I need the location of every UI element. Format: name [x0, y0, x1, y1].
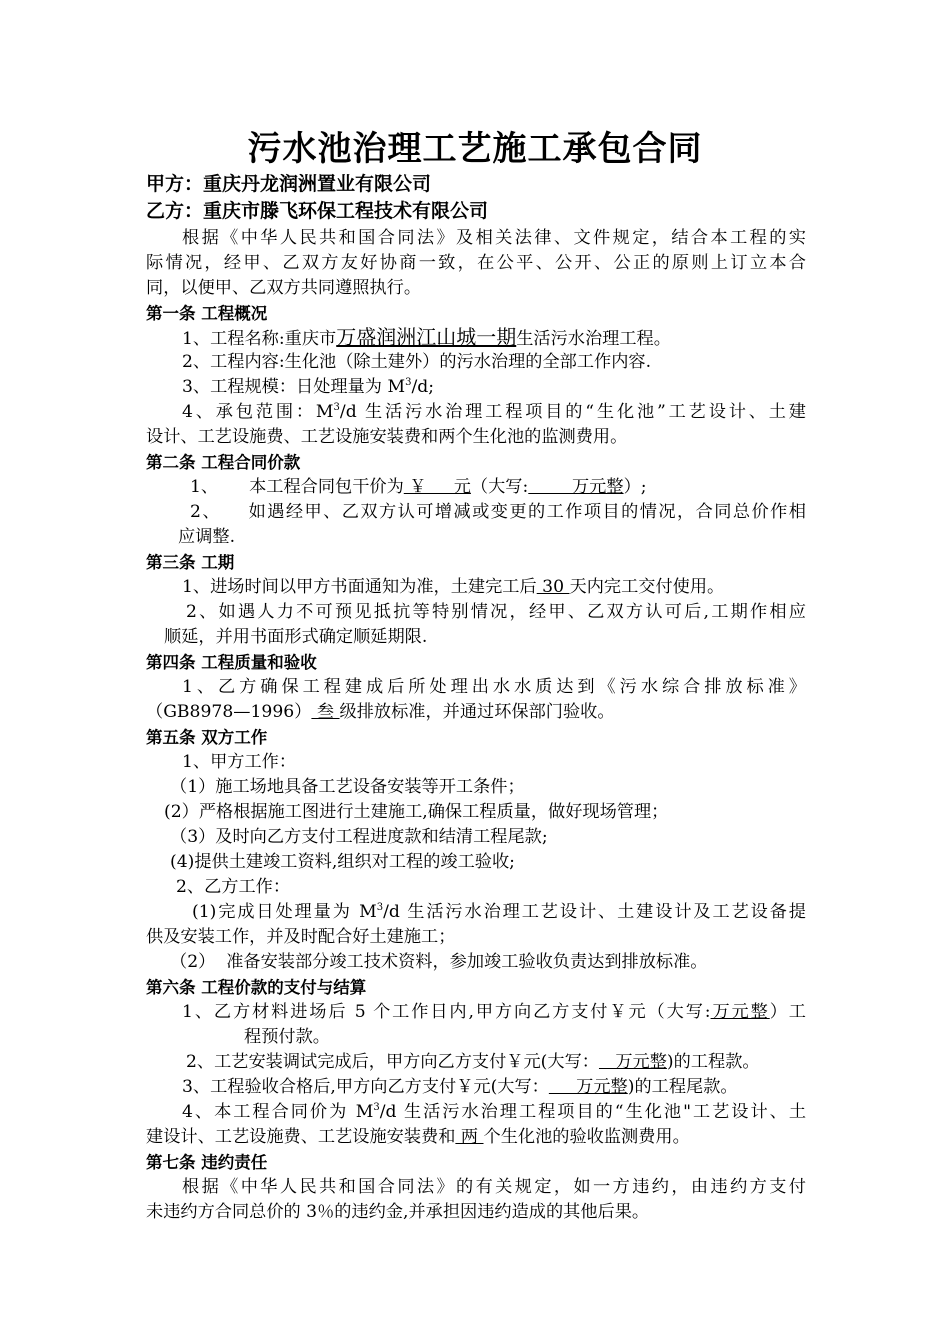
- party-a: 甲方：重庆丹龙润洲置业有限公司: [146, 173, 432, 195]
- intro-line-3: 同，以便甲、乙双方共同遵照执行。: [146, 278, 422, 298]
- superscript: 3: [405, 377, 412, 388]
- monitoring-text: 建设计、工艺设施费、工艺设施安装费和: [146, 1127, 456, 1147]
- contract-price-text-rest: /d 生活污水治理工程项目的“生化池"工艺设计、土: [379, 1102, 807, 1122]
- article-6-heading: 第六条 工程价款的支付与结算: [146, 978, 367, 997]
- progress-payment-words: 万元整: [598, 1052, 667, 1072]
- article-6-item-2: [186, 1050, 760, 1075]
- standard-text: 级排放标准，并通过环保部门验收。: [339, 702, 615, 722]
- capacity-text: (1)完成日处理量为 M: [192, 902, 377, 922]
- article-7-line-1: 根据《中华人民共和国合同法》的有关规定，如一方违约，由违约方支付: [182, 1177, 806, 1197]
- party-a-work-3: （3）及时向乙方支付工程进度款和结清工程尾款;: [170, 827, 548, 847]
- article-4-heading: 第四条 工程质量和验收: [146, 653, 317, 672]
- price-words: 万元整: [528, 477, 624, 497]
- progress-payment-end: )的工程款。: [666, 1052, 760, 1072]
- price-words-label: （大写:: [470, 477, 529, 497]
- prepayment-words: 万元整: [710, 1002, 770, 1022]
- article-3-heading: 第三条 工期: [146, 553, 235, 572]
- party-b-work-2: （2） 准备安装部分竣工技术资料，参加竣工验收负责达到排放标准。: [170, 952, 708, 972]
- discharge-grade: 叁: [311, 702, 340, 722]
- final-payment-words: 万元整: [548, 1077, 628, 1097]
- article-6-item-4-line-2: [146, 1125, 690, 1150]
- price-end: ）;: [623, 477, 647, 497]
- article-6-item-3: [182, 1075, 738, 1100]
- final-payment-end: )的工程尾款。: [627, 1077, 738, 1097]
- article-2-item-2-line-1: 2、 如遇经甲、乙双方认可增减或变更的工作项目的情况，合同总价作相: [190, 502, 806, 522]
- tank-count: 两: [455, 1127, 484, 1147]
- party-a-work-label: 1、甲方工作：: [182, 752, 297, 772]
- party-b-work-1-line-1: [192, 900, 806, 925]
- document-title: 污水池治理工艺施工承包合同: [247, 129, 703, 169]
- final-payment-text: 3、工程验收合格后,甲方向乙方支付￥元(大写：: [182, 1077, 549, 1097]
- item-number: 1、: [190, 477, 219, 497]
- party-b-work-1-line-2: 供及安装工作，并及时配合好土建施工；: [146, 927, 456, 947]
- progress-payment-text: 2、工艺安装调试完成后，甲方向乙方支付￥元(大写：: [186, 1052, 599, 1072]
- article-1-item-4-line-1: [182, 400, 806, 425]
- article-1-item-1: [182, 325, 671, 352]
- project-name-suffix: 生活污水治理工程。: [516, 329, 671, 349]
- article-6-item-1-line-2: 程预付款。: [244, 1027, 330, 1047]
- article-1-item-2: 2、工程内容:生化池（除土建外）的污水治理的全部工作内容.: [182, 352, 652, 372]
- schedule-days: 30: [536, 577, 570, 597]
- article-1-item-3: [182, 375, 434, 400]
- party-a-work-4: (4)提供土建竣工资料,组织对工程的竣工验收;: [170, 852, 515, 872]
- article-4-item-1-line-1: 1、乙方确保工程建成后所处理出水水质达到《污水综合排放标准》: [182, 677, 806, 697]
- article-7-heading: 第七条 违约责任: [146, 1153, 268, 1172]
- superscript: 3: [376, 902, 384, 913]
- price-amount: ￥ 元: [403, 477, 471, 497]
- party-a-work-2: (2）严格根据施工图进行土建施工,确保工程质量，做好现场管理；: [164, 802, 669, 822]
- schedule-text: 1、进场时间以甲方书面通知为准，土建完工后: [182, 577, 537, 597]
- superscript: 3: [333, 402, 340, 413]
- article-1-heading: 第一条 工程概况: [146, 304, 268, 323]
- article-2-item-2-line-2: 应调整.: [178, 527, 236, 547]
- article-7-line-2: 未违约方合同总价的 3％的违约金,并承担因违约造成的其他后果。: [146, 1202, 650, 1222]
- capacity-text-rest: /d 生活污水治理工艺设计、土建设计及工艺设备提: [383, 902, 806, 922]
- intro-line-2: 际情况，经甲、乙双方友好协商一致，在公平、公开、公正的原则上订立本合: [146, 253, 806, 273]
- article-4-item-1-line-2: [146, 700, 615, 725]
- project-name-prefix: 1、工程名称:重庆市: [182, 329, 337, 349]
- price-text: 本工程合同包干价为: [249, 477, 404, 497]
- scale-text: 3、工程规模：日处理量为 M: [182, 377, 406, 397]
- schedule-text-end: 天内完工交付使用。: [569, 577, 725, 597]
- project-name: 万盛润洲江山城一期: [336, 325, 517, 349]
- article-6-item-1-line-1: [182, 1000, 806, 1025]
- contract-price-text: 4、本工程合同价为 M: [182, 1102, 374, 1122]
- article-1-item-4-line-2: 设计、工艺设施费、工艺设施安装费和两个生化池的监测费用。: [146, 427, 628, 447]
- article-3-item-2-line-1: 2、如遇人力不可预见抵抗等特别情况，经甲、乙双方认可后,工期作相应: [186, 602, 806, 622]
- article-2-heading: 第二条 工程合同价款: [146, 453, 301, 472]
- prepayment-end: ）工: [769, 1002, 806, 1022]
- party-b: 乙方：重庆市滕飞环保工程技术有限公司: [146, 200, 489, 222]
- superscript: 3: [373, 1102, 380, 1113]
- article-3-item-2-line-2: 顺延，并用书面形式确定顺延期限.: [164, 627, 428, 647]
- party-b-work-label: 2、乙方工作：: [176, 877, 291, 897]
- article-5-heading: 第五条 双方工作: [146, 728, 268, 747]
- scope-text: 4、承包范围：M: [182, 402, 334, 422]
- intro-line-1: 根据《中华人民共和国合同法》及相关法律、文件规定，结合本工程的实: [182, 228, 806, 248]
- scale-unit: /d;: [411, 377, 435, 397]
- monitoring-text-end: 个生化池的验收监测费用。: [483, 1127, 690, 1147]
- scope-text-rest: /d 生活污水治理工程项目的“生化池”工艺设计、土建: [339, 402, 806, 422]
- prepayment-text: 1、乙方材料进场后 5 个工作日内,甲方向乙方支付￥元（大写:: [182, 1002, 711, 1022]
- standard-code: （GB8978—1996）: [146, 702, 312, 722]
- party-a-work-1: （1）施工场地具备工艺设备安装等开工条件；: [170, 777, 525, 797]
- article-6-item-4-line-1: [182, 1100, 806, 1125]
- article-2-item-1: [190, 475, 647, 500]
- article-3-item-1: [182, 575, 724, 600]
